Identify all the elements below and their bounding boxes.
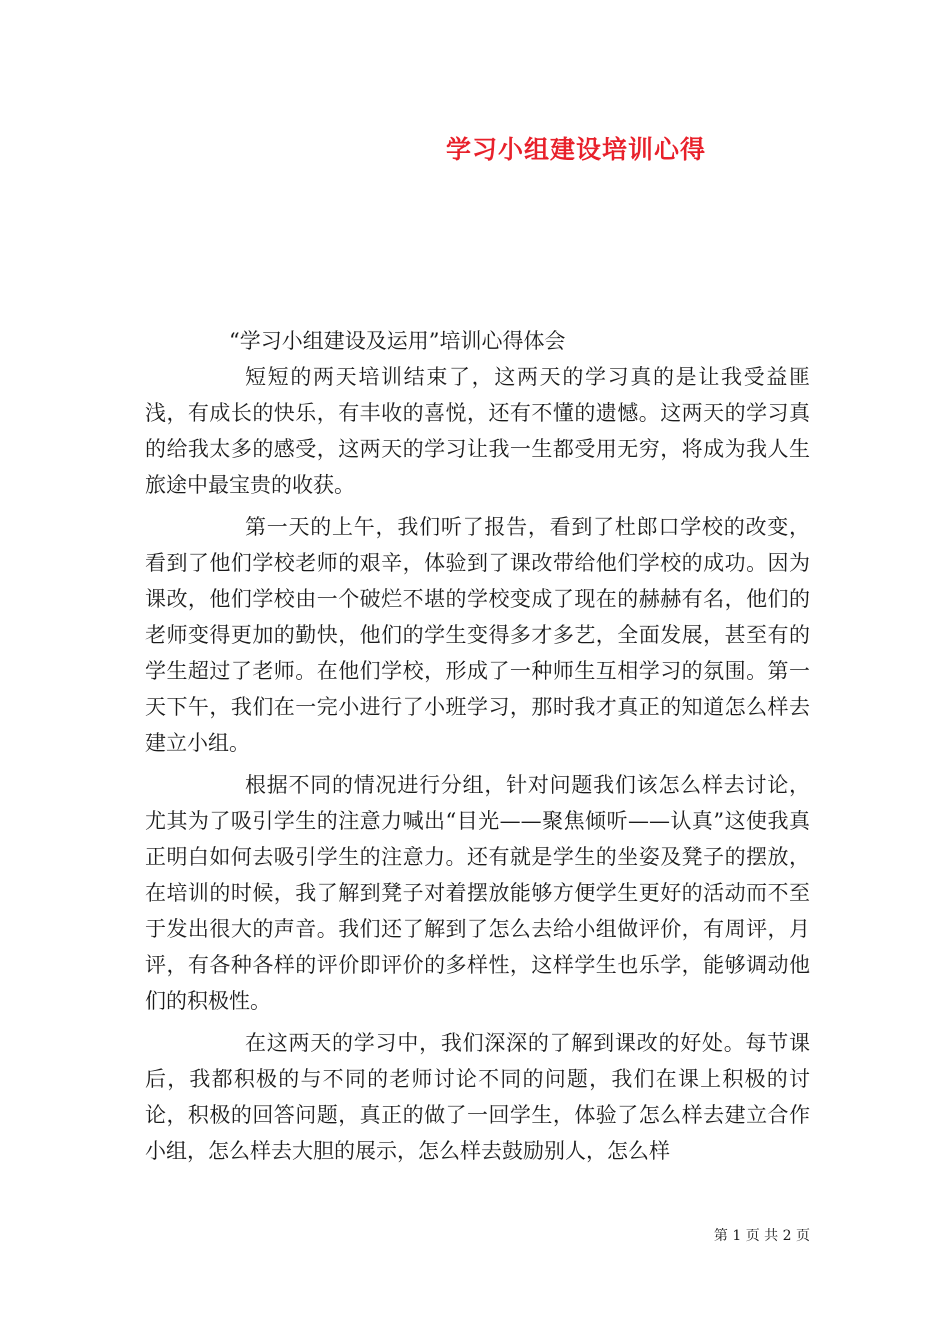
document-subtitle: “学习小组建设及运用”培训心得体会 <box>229 329 566 353</box>
paragraph-3: 根据不同的情况进行分组，针对问题我们该怎么样去讨论，尤其为了吸引学生的注意力喊出“目光——聚焦倾听——认真”这使我真正明白如何去吸引学生的注意力。还有就是学生的坐姿及凳子的摆放，在培训的时候，我了解到凳子对着摆放能够方便学生更好的活动而不至于发出很大的声音。我们还了解到了怎么去给小组做评价，有周评，月评，有各种各样的评价即评价的多样性，这样学生也乐学，能够调动他们的积极性。 <box>145 773 810 1013</box>
paragraph-4: 在这两天的学习中，我们深深的了解到课改的好处。每节课后，我都积极的与不同的老师讨论不同的问题，我们在课上积极的讨论，积极的回答问题，真正的做了一回学生，体验了怎么样去建立合作小组，怎么样去大胆的展示，怎么样去鼓励别人，怎么样 <box>145 1031 810 1163</box>
paragraph-1: 短短的两天培训结束了，这两天的学习真的是让我受益匪浅，有成长的快乐，有丰收的喜悦，还有不懂的遗憾。这两天的学习真的给我太多的感受，这两天的学习让我一生都受用无穷，将成为我人生旅途中最宝贵的收获。 <box>145 365 810 497</box>
page-footer: 第 1 页 共 2 页 <box>713 1228 810 1244</box>
document-title: 学习小组建设培训心得 <box>445 135 706 164</box>
paragraph-2: 第一天的上午，我们听了报告，看到了杜郎口学校的改变，看到了他们学校老师的艰辛，体验到了课改带给他们学校的成功。因为课改，他们学校由一个破烂不堪的学校变成了现在的赫赫有名，他们的老师变得更加的勤快，他们的学生变得多才多艺，全面发展，甚至有的学生超过了老师。在他们学校，形成了一种师生互相学习的氛围。第一天下午，我们在一完小进行了小班学习，那时我才真正的知道怎么样去建立小组。 <box>145 515 810 755</box>
document-body <box>145 323 810 1169</box>
